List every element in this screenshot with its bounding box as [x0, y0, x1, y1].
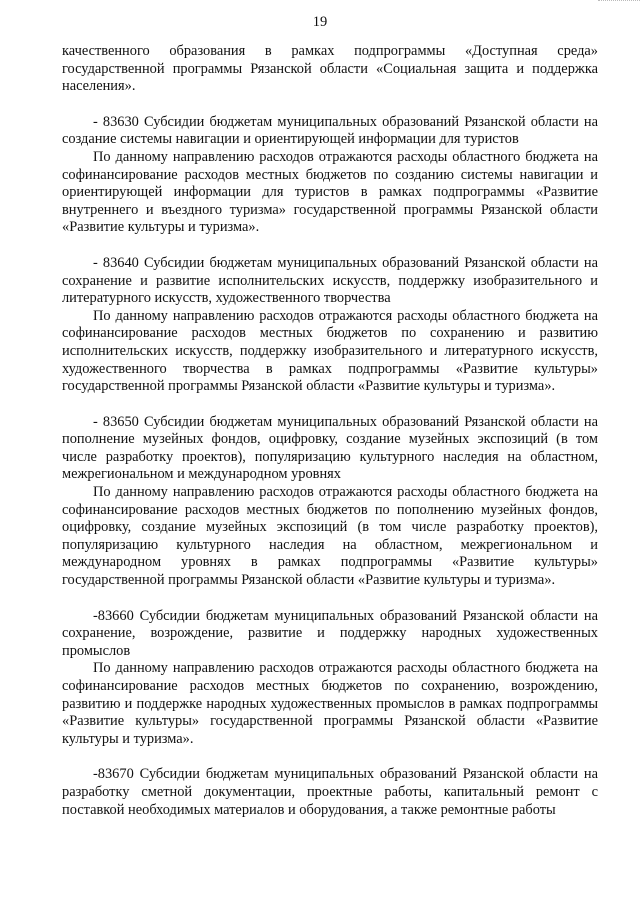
scan-artifact	[598, 0, 640, 4]
paragraph-83660-description: По данному направлению расходов отражаются расходы областного бюджета на софинансирование расходов местных бюджетов по сохранению, возрождению, развитию и поддержке народных художественных промыслов в рамках подпрограммы «Развитие культуры» государственной программы Рязанской области «Развитие культуры и туризма».	[62, 660, 598, 747]
paragraph-continuation: качественного образования в рамках подпрограммы «Доступная среда» государственной программы Рязанской области «Социальная защита и поддержка населения».	[62, 43, 598, 95]
paragraph-83630-description: По данному направлению расходов отражаются расходы областного бюджета на софинансирование расходов местных бюджетов по созданию системы навигации и ориентирующей информации для туристов в рамках подпрограммы «Развитие внутреннего и въездного туризма» государственной программы Рязанской области «Развитие культуры и туризма».	[62, 148, 598, 236]
section-heading-83670: -83670 Субсидии бюджетам муниципальных образований Рязанской области на разработку сметной документации, проектные работы, капитальный ремонт с поставкой необходимых материалов и оборудования, а также ремонтные работы	[62, 766, 598, 818]
paragraph-83640-description: По данному направлению расходов отражаются расходы областного бюджета на софинансирование расходов местных бюджетов по сохранению и развитию исполнительских искусств, поддержку изобразительного и литературного искусств, художественного творчества в рамках подпрограммы «Развитие культуры» государственной программы Рязанской области «Развитие культуры и туризма».	[62, 307, 598, 395]
section-heading-83640: - 83640 Субсидии бюджетам муниципальных образований Рязанской области на сохранение и развитие исполнительских искусств, поддержку изобразительного и литературного искусств, художественного творчества	[62, 254, 598, 307]
page-number: 19	[312, 14, 328, 30]
section-heading-83630: - 83630 Субсидии бюджетам муниципальных образований Рязанской области на создание системы навигации и ориентирующей информации для туристов	[62, 113, 598, 148]
document-body	[62, 43, 598, 819]
section-heading-83650: - 83650 Субсидии бюджетам муниципальных образований Рязанской области на пополнение музейных фондов, оцифровку, создание музейных экспозиций (в том числе разработку проектов), популяризацию культурного наследия на областном, межрегиональном и международном уровнях	[62, 413, 598, 483]
section-heading-83660: -83660 Субсидии бюджетам муниципальных образований Рязанской области на сохранение, возрождение, развитие и поддержку народных художественных промыслов	[62, 607, 598, 659]
paragraph-83650-description: По данному направлению расходов отражаются расходы областного бюджета на софинансирование расходов местных бюджетов по пополнению музейных фондов, оцифровку, создание музейных экспозиций (в том числе разработку проектов), популяризацию культурного наследия на областном, межрегиональном и международном уровнях в рамках подпрограммы «Развитие культуры» государственной программы Рязанской области «Развитие культуры и туризма».	[62, 484, 598, 589]
